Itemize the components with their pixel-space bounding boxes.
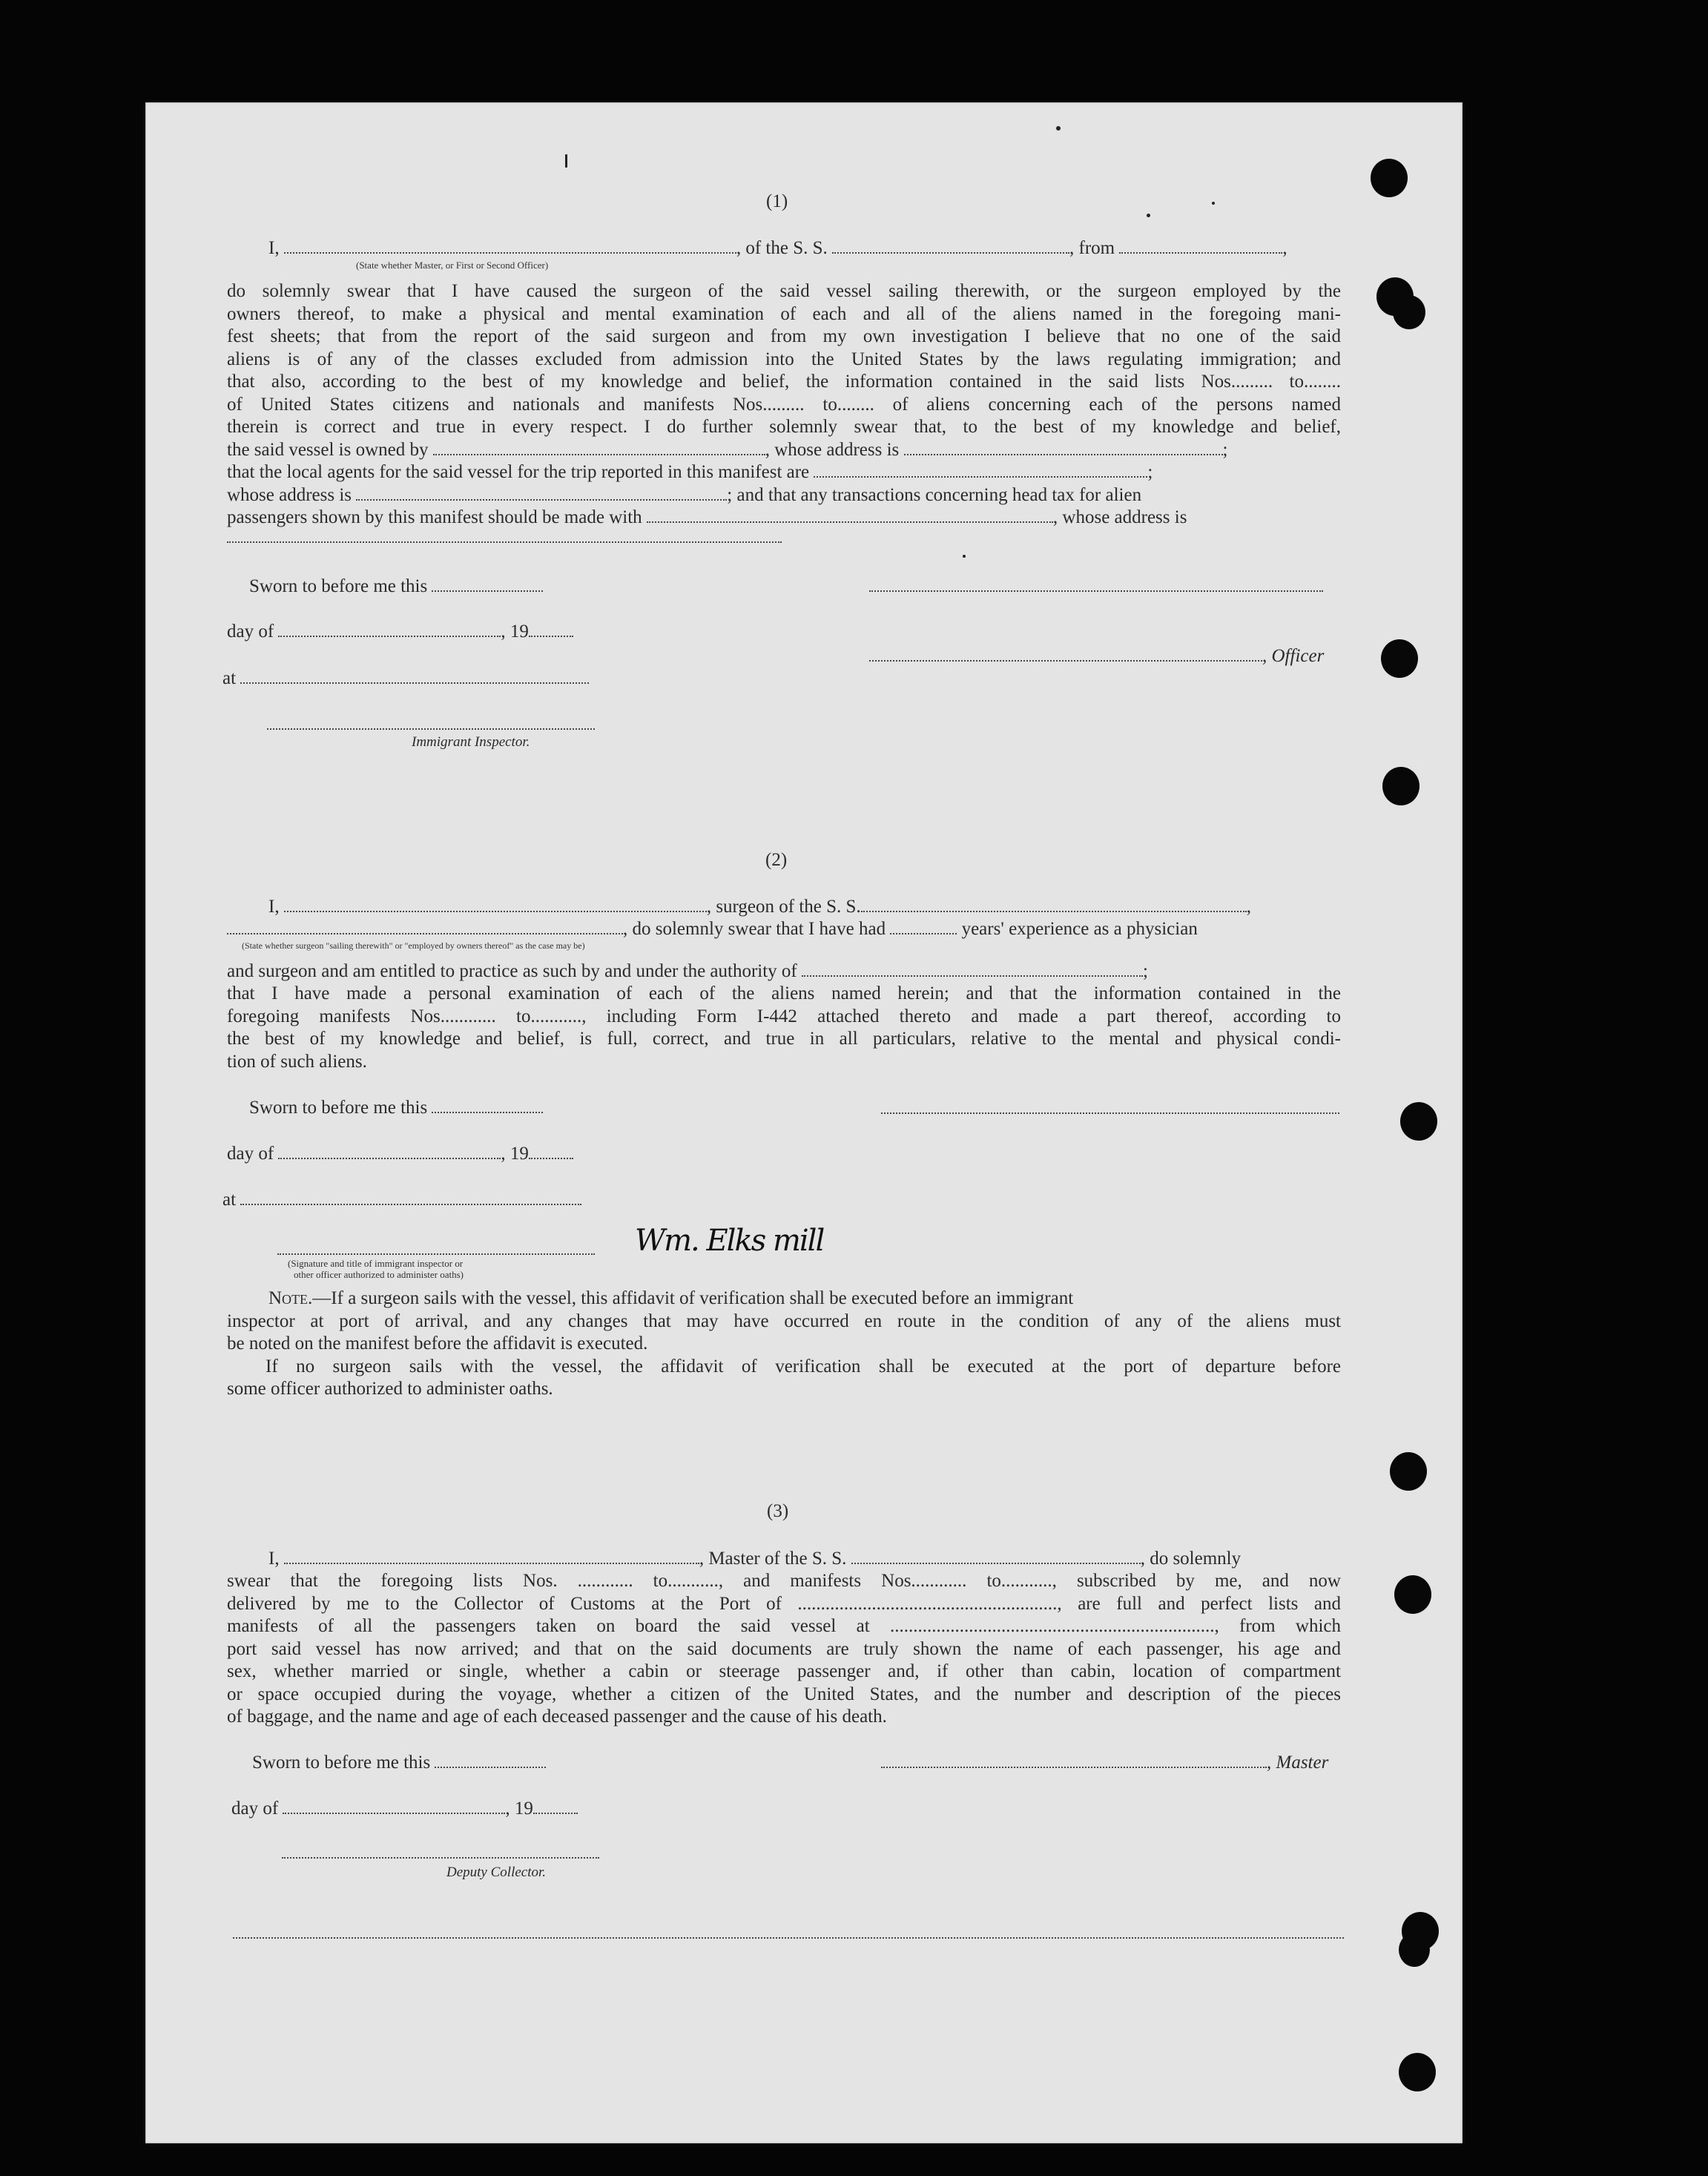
- officer-label: , Officer: [1262, 646, 1325, 666]
- s1-body-line: fest sheets; that from the report of the said surgeon and from my own investigation I believe that no one of the said: [227, 326, 1341, 346]
- agents-blank: [814, 463, 1147, 478]
- s2-authority: [227, 960, 1148, 983]
- bottom-rule: [233, 1937, 1344, 1939]
- head-tax-address-label: , whose address is: [1052, 507, 1187, 527]
- s2-sig-note-1: (Signature and title of immigrant inspector or: [288, 1258, 464, 1269]
- s1-at: [222, 667, 589, 690]
- section-2-heading: (2): [765, 850, 788, 870]
- year-label: , 19: [505, 1799, 533, 1819]
- year-blank: [533, 1799, 578, 1814]
- collector-signature-blank: [282, 1857, 599, 1859]
- deputy-collector-label: Deputy Collector.: [446, 1865, 547, 1880]
- s2-body-line: foregoing manifests Nos............ to..........., including Form I-442 attached thereto and made a part thereof, according to: [227, 1006, 1341, 1026]
- semicolon: ;: [1222, 440, 1228, 460]
- officer-name-blank: [869, 647, 1262, 662]
- s1-line1: [268, 237, 1287, 260]
- s2-line2: [227, 918, 1198, 940]
- s2-i-label: I,: [268, 897, 280, 917]
- officer-rank-blank: [284, 239, 736, 254]
- s2-at: [222, 1189, 581, 1211]
- s3-body-line: port said vessel has now arrived; and that on the said documents are truly shown the name of each passenger, his age and: [227, 1639, 1341, 1659]
- sworn-label: Sworn to before me this: [249, 1098, 428, 1118]
- comma: ,: [1246, 897, 1251, 917]
- s1-from-label: , from: [1069, 238, 1115, 258]
- binder-hole: [1381, 639, 1418, 678]
- owner-address-label: , whose address is: [765, 440, 900, 460]
- comma: ,: [1282, 238, 1287, 258]
- surgeon-vessel-blank: [861, 897, 1247, 912]
- s1-rank-note: (State whether Master, or First or Second Officer): [356, 260, 549, 271]
- master-vessel-label: , Master of the S. S.: [699, 1549, 847, 1569]
- master-label: , Master: [1267, 1753, 1329, 1773]
- year-blank: [529, 622, 573, 637]
- note-label: Note.: [268, 1288, 313, 1308]
- speck: [1212, 202, 1215, 205]
- agents-address-blank: [356, 486, 727, 501]
- s2-note-line: be noted on the manifest before the affidavit is executed.: [227, 1333, 648, 1354]
- agents-address-label: whose address is: [227, 485, 352, 505]
- day-blank: [278, 1144, 501, 1159]
- speck: [1056, 126, 1061, 131]
- s2-body-line: the best of my knowledge and belief, is full, correct, and true in all particulars, relative to the mental and physical condi-: [227, 1029, 1341, 1049]
- binder-hole: [1400, 1102, 1437, 1141]
- sworn-label: Sworn to before me this: [249, 576, 428, 596]
- binder-hole: [1390, 1452, 1427, 1491]
- owner-blank: [433, 441, 765, 455]
- s3-body-line: swear that the foregoing lists Nos. ............ to..........., and manifests Nos............ to..........., subscribed by me, and now: [227, 1571, 1341, 1591]
- s2-note-line: If no surgeon sails with the vessel, the affidavit of verification shall be executed at the port of departure before: [266, 1356, 1341, 1377]
- s1-body-line: therein is correct and true in every respect. I do further solemnly swear that, to the best of my knowledge and belief,: [227, 417, 1341, 437]
- authority-blank: [802, 962, 1143, 977]
- day-label: day of: [231, 1799, 279, 1819]
- s1-body-line: aliens is of any of the classes excluded from admission into the United States by the laws regulating immigration; and: [227, 349, 1341, 369]
- officer-signature-blank: [869, 590, 1323, 592]
- s2-line1: [268, 896, 1251, 918]
- speck: [565, 154, 567, 168]
- s1-body-line: that also, according to the best of my knowledge and belief, the information contained in the said lists Nos......... to........: [227, 372, 1341, 392]
- s3-body-line: manifests of all the passengers taken on board the said vessel at ......................................................................, from which: [227, 1616, 1341, 1636]
- s1-agents-line: [227, 461, 1153, 484]
- surgeon-vessel-label: , surgeon of the S. S.: [706, 897, 861, 917]
- binder-hole: [1371, 159, 1408, 197]
- binder-hole: [1394, 1575, 1431, 1614]
- day-blank: [283, 1799, 505, 1814]
- passengers-label: passengers shown by this manifest should be made with: [227, 507, 642, 527]
- s2-note-line: some officer authorized to administer oaths.: [227, 1379, 553, 1399]
- solemnly-label: , do solemnly: [1140, 1549, 1242, 1569]
- vessel-name-blank: [832, 239, 1069, 254]
- s2-sig-note-2: other officer authorized to administer oaths): [294, 1269, 464, 1280]
- day-label: day of: [227, 1144, 274, 1164]
- s3-sworn: [252, 1752, 546, 1774]
- s3-day: [231, 1798, 578, 1820]
- s3-body-line: of baggage, and the name and age of each deceased passenger and the cause of his death.: [227, 1707, 887, 1727]
- binder-hole: [1393, 295, 1425, 329]
- s3-master: [881, 1752, 1328, 1774]
- sworn-date-blank: [432, 1098, 543, 1113]
- head-tax-text: ; and that any transactions concerning head tax for alien: [727, 485, 1142, 505]
- surgeon-name-blank: [284, 897, 707, 912]
- s2-note-line: inspector at port of arrival, and any changes that may have occurred en route in the condition of any of the aliens must: [227, 1311, 1341, 1331]
- s1-passengers-line: [227, 507, 1187, 529]
- speck: [963, 555, 966, 558]
- physician-label: years' experience as a physician: [961, 919, 1198, 939]
- years-blank: [890, 920, 957, 934]
- section-3-heading: (3): [767, 1501, 789, 1521]
- semicolon: ;: [1143, 961, 1148, 981]
- year-label: , 19: [501, 622, 529, 642]
- s3-body-line: delivered by me to the Collector of Customs at the Port of ........................................................, are full and perfect lists and: [227, 1594, 1341, 1614]
- master-name-blank: [284, 1549, 699, 1564]
- owner-address-blank: [904, 441, 1223, 455]
- s2-body-line: tion of such aliens.: [227, 1052, 367, 1072]
- surgeon-type-blank: [227, 920, 623, 934]
- immigrant-inspector-label: Immigrant Inspector.: [412, 734, 530, 750]
- binder-hole: [1399, 2053, 1436, 2091]
- s1-day: [227, 621, 573, 643]
- binder-hole: [1382, 767, 1420, 805]
- authority-label: and surgeon and am entitled to practice as such by and under the authority of: [227, 961, 797, 981]
- administering-officer-signature-blank: [277, 1253, 595, 1255]
- s1-officer: [869, 645, 1324, 667]
- owned-by-label: the said vessel is owned by: [227, 440, 429, 460]
- surgeon-signature-blank: [881, 1112, 1339, 1114]
- master-vessel-blank: [851, 1549, 1141, 1564]
- note-text: —If a surgeon sails with the vessel, this affidavit of verification shall be executed before an immigrant: [312, 1288, 1074, 1308]
- from-port-blank: [1119, 239, 1282, 254]
- s1-body-line: of United States citizens and nationals and manifests Nos......... to........ of aliens concerning each of the persons named: [227, 395, 1341, 415]
- s1-body-line: do solemnly swear that I have caused the surgeon of the said vessel sailing therewith, or the surgeon employed by the: [227, 281, 1341, 301]
- s1-sworn: [249, 576, 543, 598]
- inspector-signature-blank: [267, 728, 595, 730]
- s3-body-line: or space occupied during the voyage, whether a citizen of the United States, and the number and description of the pieces: [227, 1684, 1341, 1704]
- year-blank: [529, 1144, 573, 1159]
- place-blank: [240, 1190, 581, 1205]
- s2-body-line: that I have made a personal examination of each of the aliens named herein; and that the information contained in the: [227, 983, 1341, 1003]
- agents-label: that the local agents for the said vessel for the trip reported in this manifest are: [227, 462, 810, 482]
- experience-label: , do solemnly swear that I have had: [623, 919, 886, 939]
- speck: [1147, 214, 1150, 217]
- s1-owned-line: [227, 439, 1227, 461]
- s3-line1: [268, 1548, 1241, 1570]
- s1-address-line: [227, 484, 1141, 507]
- master-signature-blank: [881, 1753, 1267, 1768]
- binder-hole: [1399, 1933, 1430, 1967]
- s2-surgeon-note: (State whether surgeon "sailing therewith" or "employed by owners thereof" as the case may be): [242, 940, 585, 951]
- head-tax-address-blank: [227, 541, 782, 543]
- head-tax-agent-blank: [647, 508, 1053, 523]
- place-blank: [240, 669, 589, 684]
- s3-body-line: sex, whether married or single, whether a cabin or steerage passenger and, if other than cabin, location of compartment: [227, 1661, 1341, 1681]
- day-blank: [278, 622, 501, 637]
- s2-note-line: [268, 1288, 1073, 1310]
- at-label: at: [222, 668, 237, 688]
- year-label: , 19: [501, 1144, 529, 1164]
- s2-day: [227, 1143, 573, 1165]
- s3-i-label: I,: [268, 1549, 280, 1569]
- section-1-heading: (1): [766, 191, 788, 211]
- sworn-date-blank: [435, 1753, 546, 1768]
- s1-i-label: I,: [268, 238, 280, 258]
- semicolon: ;: [1147, 462, 1153, 482]
- day-label: day of: [227, 622, 274, 642]
- handwritten-signature: Wm. Elks mill: [635, 1224, 824, 1258]
- sworn-date-blank: [432, 577, 543, 592]
- sworn-label: Sworn to before me this: [252, 1753, 431, 1773]
- s2-sworn: [249, 1097, 543, 1119]
- at-label: at: [222, 1190, 237, 1210]
- s1-body-line: owners thereof, to make a physical and mental examination of each and all of the aliens named in the foregoing mani-: [227, 304, 1341, 324]
- s1-vessel-label: , of the S. S.: [736, 238, 828, 258]
